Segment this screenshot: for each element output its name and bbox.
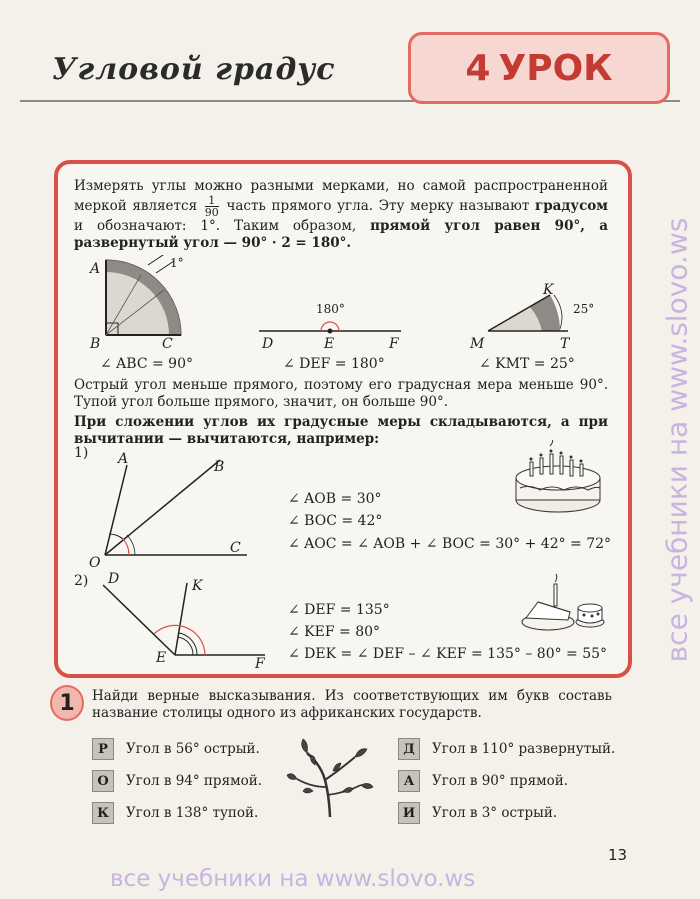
option-letter: О bbox=[92, 770, 114, 792]
label-d: D bbox=[262, 336, 274, 352]
ex1-label-b: B bbox=[214, 459, 225, 475]
example-1-number: 1) bbox=[74, 445, 89, 461]
ex2-label-d: D bbox=[108, 571, 120, 587]
label-m: M bbox=[470, 336, 485, 352]
cake-illustration bbox=[510, 440, 605, 520]
diagram-kmt bbox=[480, 285, 580, 335]
option-a[interactable] bbox=[398, 770, 568, 792]
label-e: E bbox=[324, 336, 335, 352]
ex1-formula-aob: ∠ AOB = 30° bbox=[288, 491, 382, 507]
example-2-number: 2) bbox=[74, 573, 89, 589]
p1-text-c: и обозначают: 1°. Таким образом, bbox=[74, 218, 357, 234]
label-b: B bbox=[90, 336, 101, 352]
option-text: Угол в 90° прямой. bbox=[432, 773, 569, 789]
p1-text-b: часть прямого угла. Эту мерку называют bbox=[226, 198, 530, 214]
theory-paragraph-2: Острый угол меньше прямого, поэтому его градусная мера меньше 90°. Тупой угол больше прямого, значит, он больше 90°. bbox=[74, 377, 608, 410]
ex2-formula-dek: ∠ DEK = ∠ DEF – ∠ KEF = 135° – 80° = 55° bbox=[288, 646, 608, 662]
ex1-formula-aoc: ∠ AOC = ∠ AOB + ∠ BOC = 30° + 42° = 72° bbox=[288, 536, 612, 552]
option-letter: Р bbox=[92, 738, 114, 760]
branch-illustration bbox=[285, 735, 375, 820]
ex2-label-e: E bbox=[156, 650, 167, 666]
option-r[interactable] bbox=[92, 738, 260, 760]
task-number-badge: 1 bbox=[50, 685, 84, 721]
theory-paragraph-1 bbox=[74, 178, 608, 252]
task-text: Найди верные высказывания. Из соответствующих им букв составь название столицы одного из африканских государств. bbox=[92, 688, 612, 721]
ex2-label-f: F bbox=[255, 656, 265, 672]
watermark-side bbox=[662, 115, 692, 765]
ex2-formula-kef: ∠ KEF = 80° bbox=[288, 624, 381, 640]
watermark-bottom: все учебники на www.slovo.ws bbox=[110, 866, 476, 892]
option-letter: А bbox=[398, 770, 420, 792]
lesson-badge bbox=[408, 32, 670, 104]
option-letter: Д bbox=[398, 738, 420, 760]
caption-def: ∠ DEF = 180° bbox=[283, 356, 385, 372]
watermark-side-text: все учебники на www.slovo.ws bbox=[660, 217, 694, 663]
caption-kmt: ∠ KMT = 25° bbox=[479, 356, 575, 372]
ex2-label-k: K bbox=[192, 578, 203, 594]
label-f: F bbox=[389, 336, 399, 352]
option-text: Угол в 3° острый. bbox=[432, 805, 558, 821]
label-1-degree: 1° bbox=[170, 256, 184, 270]
page-title: Угловой градус bbox=[52, 52, 336, 87]
option-letter: К bbox=[92, 802, 114, 824]
ex1-label-c: C bbox=[230, 540, 241, 556]
ex1-label-a: A bbox=[118, 451, 129, 467]
fraction-denominator: 90 bbox=[204, 206, 219, 219]
lesson-number: 4 bbox=[465, 47, 491, 89]
label-c: C bbox=[162, 336, 173, 352]
p1-bold-right-angle: прямой угол равен 90°, а развернутый угол — 90° · 2 = 180°. bbox=[74, 218, 609, 251]
option-o[interactable] bbox=[92, 770, 262, 792]
label-k: K bbox=[543, 282, 554, 298]
option-text: Угол в 138° тупой. bbox=[126, 805, 259, 821]
p1-text-a: Измерять углы можно разными мерками, но самой распространенной меркой является bbox=[74, 178, 608, 214]
theory-paragraph-3: При сложении углов их градусные меры складываются, а при вычитании — вычитаются, например: bbox=[74, 414, 608, 447]
p1-bold-degree: градусом bbox=[534, 198, 609, 214]
fraction-numerator: 1 bbox=[205, 195, 219, 207]
option-i[interactable] bbox=[398, 802, 557, 824]
ex2-formula-def: ∠ DEF = 135° bbox=[288, 602, 390, 618]
diagram-abc bbox=[86, 255, 196, 355]
fraction bbox=[205, 195, 219, 218]
label-a: A bbox=[90, 261, 101, 277]
option-text: Угол в 94° прямой. bbox=[126, 773, 263, 789]
option-text: Угол в 110° развернутый. bbox=[432, 741, 616, 757]
label-t: T bbox=[560, 336, 570, 352]
label-180-degree: 180° bbox=[316, 302, 345, 316]
option-text: Угол в 56° острый. bbox=[126, 741, 260, 757]
lesson-word: УРОК bbox=[498, 47, 613, 89]
ex1-label-o: O bbox=[89, 555, 101, 571]
label-25-degree: 25° bbox=[573, 302, 595, 316]
ex1-formula-boc: ∠ BOC = 42° bbox=[288, 513, 383, 529]
option-letter: И bbox=[398, 802, 420, 824]
page-number: 13 bbox=[608, 846, 628, 864]
option-k[interactable] bbox=[92, 802, 258, 824]
example-2-diagram bbox=[95, 575, 270, 665]
cake-slice-illustration bbox=[518, 572, 608, 637]
option-d[interactable] bbox=[398, 738, 615, 760]
caption-abc: ∠ ABC = 90° bbox=[100, 356, 193, 372]
